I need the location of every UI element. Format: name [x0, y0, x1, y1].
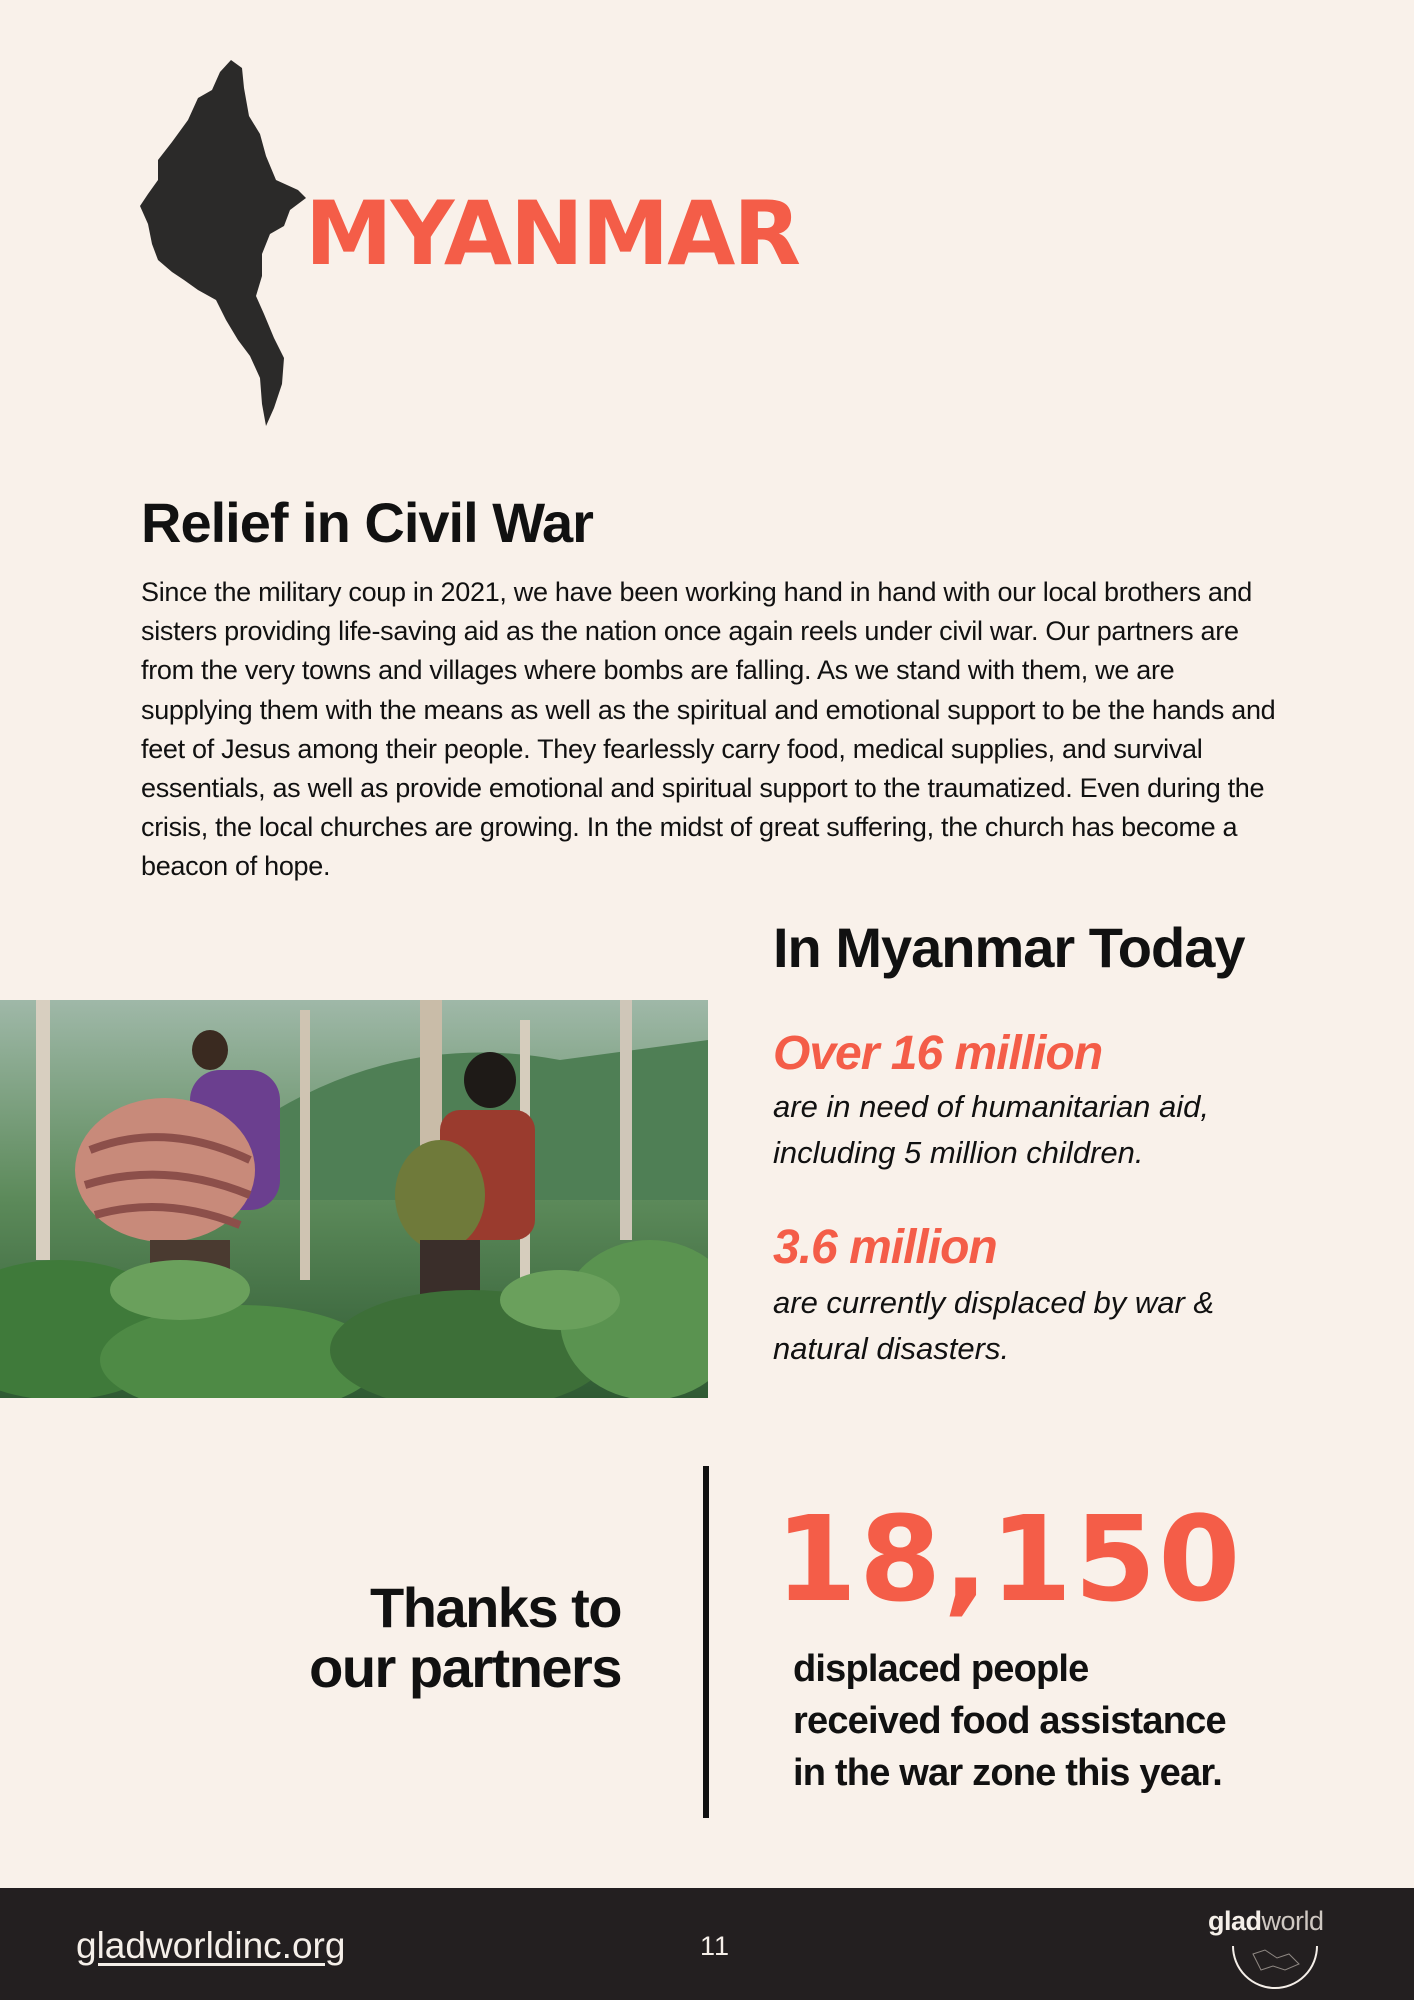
big-stat-description: displaced people received food assistance in the war zone this year. — [793, 1648, 1226, 1794]
stat-description: are in need of humanitarian aid, including 5 million children. — [773, 1089, 1210, 1170]
gladworld-logo — [1205, 1906, 1350, 1996]
globe-icon — [1225, 1936, 1325, 1996]
myanmar-map-icon — [138, 58, 310, 428]
logo-bold: glad — [1208, 1906, 1262, 1936]
logo-light: world — [1261, 1906, 1324, 1936]
stat-description: are currently displaced by war & natural disasters. — [773, 1285, 1215, 1366]
body-paragraph: Since the military coup in 2021, we have been working hand in hand with our local brothers and sisters providing life-saving aid as the nation once again reels under civil war. Our partners are from the very towns and villages where bombs are falling. As we stand with them, we are supplying them with the means as well as the spiritual and emotional support to be the hands and feet of Jesus among their people. They fearlessly carry food, medical supplies, and survival essentials, as well as provide emotional and spiritual support to the traumatized. Even during the crisis, the local churches are growing. In the midst of great suffering, the church has become a beacon of hope. — [141, 577, 1276, 882]
stat-number: 3.6 million — [773, 1221, 997, 1274]
page-number: 11 — [700, 1931, 731, 1961]
thanks-line: Thanks to — [370, 1576, 621, 1639]
country-title: MYANMAR — [305, 182, 800, 285]
today-heading: In Myanmar Today — [773, 916, 1245, 979]
stat-number: Over 16 million — [773, 1027, 1103, 1080]
logo-wordmark — [1208, 1906, 1324, 1937]
vertical-divider — [703, 1466, 709, 1818]
footer — [0, 1888, 1414, 2000]
thanks-partners-text — [309, 1578, 621, 1698]
photo-aid-carriers — [0, 1000, 708, 1398]
website-link[interactable]: gladworldinc.org — [76, 1925, 346, 1966]
section-heading: Relief in Civil War — [141, 491, 593, 554]
big-stat-number: 18,150 — [775, 1490, 1243, 1628]
thanks-line: our partners — [309, 1636, 621, 1699]
